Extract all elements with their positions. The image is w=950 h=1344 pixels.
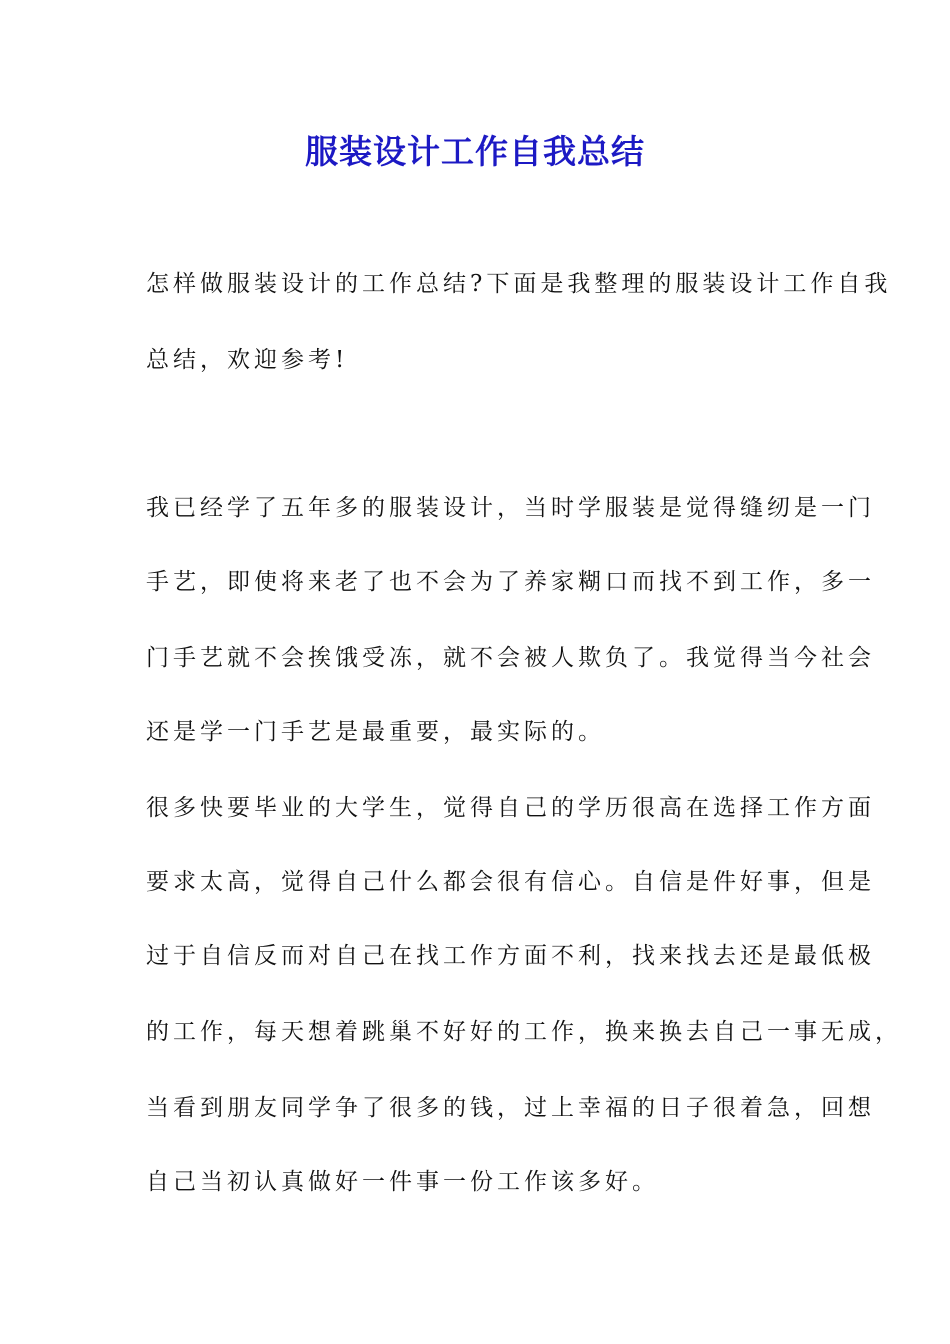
paragraph-2-line: 当看到朋友同学争了很多的钱，过上幸福的日子很着急，回想 [146,1095,875,1121]
paragraph-2-line: 过于自信反而对自己在找工作方面不利，找来找去还是最低极 [146,943,875,969]
paragraph-2-line: 的工作，每天想着跳巢不好好的工作，换来换去自己一事无成， [146,1019,902,1045]
paragraph-1-line: 我已经学了五年多的服装设计，当时学服装是觉得缝纫是一门 [146,495,875,521]
paragraph-2-line: 自己当初认真做好一件事一份工作该多好。 [146,1169,659,1195]
document-title: 服装设计工作自我总结 [305,132,645,171]
intro-line: 总结，欢迎参考! [146,347,349,373]
paragraph-1-line: 门手艺就不会挨饿受冻，就不会被人欺负了。我觉得当今社会 [146,645,875,671]
paragraph-2-line: 要求太高，觉得自己什么都会很有信心。自信是件好事，但是 [146,869,875,895]
paragraph-1-line: 手艺，即使将来老了也不会为了养家糊口而找不到工作，多一 [146,569,875,595]
paragraph-2-line: 很多快要毕业的大学生，觉得自己的学历很高在选择工作方面 [146,795,875,821]
paragraph-1-line: 还是学一门手艺是最重要，最实际的。 [146,719,605,745]
intro-line: 怎样做服装设计的工作总结?下面是我整理的服装设计工作自我 [146,271,892,297]
